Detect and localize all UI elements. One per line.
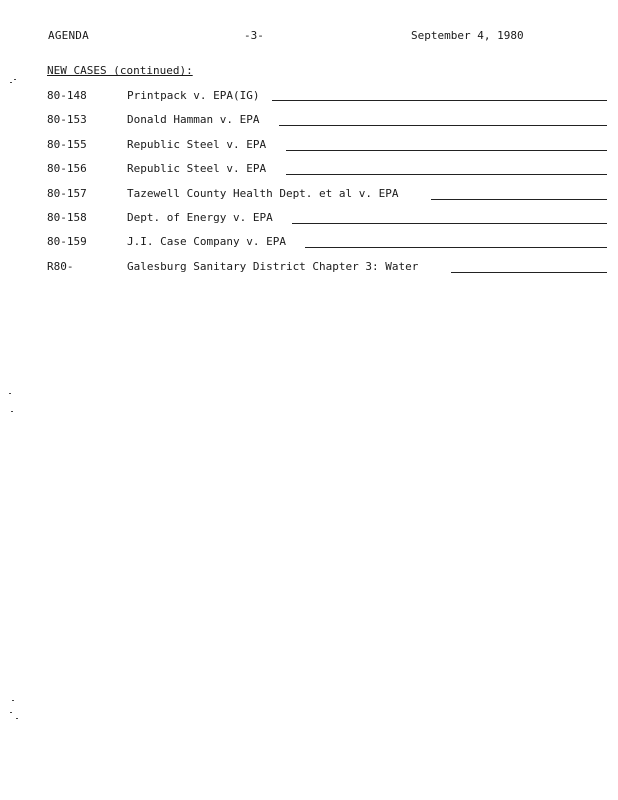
scan-speck — [12, 700, 14, 701]
header-agenda-label: AGENDA — [48, 29, 89, 42]
case-title: Dept. of Energy v. EPA — [127, 211, 273, 224]
case-number: R80- — [47, 260, 74, 273]
case-number: 80-158 — [47, 211, 87, 224]
scan-speck — [9, 393, 11, 394]
signature-line — [286, 174, 607, 175]
case-title: Donald Hamman v. EPA — [127, 113, 260, 126]
case-number: 80-153 — [47, 113, 87, 126]
case-row — [0, 89, 618, 105]
case-title: Tazewell County Health Dept. et al v. EPA — [127, 187, 399, 200]
case-row — [0, 138, 618, 154]
signature-line — [272, 100, 607, 101]
case-title: Republic Steel v. EPA — [127, 162, 267, 175]
case-number: 80-156 — [47, 162, 87, 175]
case-row — [0, 162, 618, 178]
case-row — [0, 113, 618, 129]
case-number: 80-157 — [47, 187, 87, 200]
signature-line — [292, 223, 607, 224]
signature-line — [286, 150, 607, 151]
section-heading: NEW CASES (continued): — [47, 64, 193, 77]
case-number: 80-148 — [47, 89, 87, 102]
case-row — [0, 187, 618, 203]
header-date: September 4, 1980 — [411, 29, 524, 42]
signature-line — [305, 247, 607, 248]
signature-line — [451, 272, 607, 273]
case-row — [0, 235, 618, 251]
page-number: -3- — [244, 29, 264, 42]
scan-speck — [16, 718, 18, 719]
scan-speck — [14, 79, 16, 80]
signature-line — [431, 199, 607, 200]
scan-speck — [10, 712, 12, 713]
case-title: Printpack v. EPA(IG) — [127, 89, 260, 102]
case-number: 80-155 — [47, 138, 87, 151]
case-row — [0, 260, 618, 276]
case-row — [0, 211, 618, 227]
scan-speck — [10, 82, 12, 83]
case-title: Republic Steel v. EPA — [127, 138, 267, 151]
scan-speck — [11, 411, 13, 412]
signature-line — [279, 125, 607, 126]
case-title: Galesburg Sanitary District Chapter 3: Water — [127, 260, 419, 273]
case-title: J.I. Case Company v. EPA — [127, 235, 286, 248]
case-number: 80-159 — [47, 235, 87, 248]
